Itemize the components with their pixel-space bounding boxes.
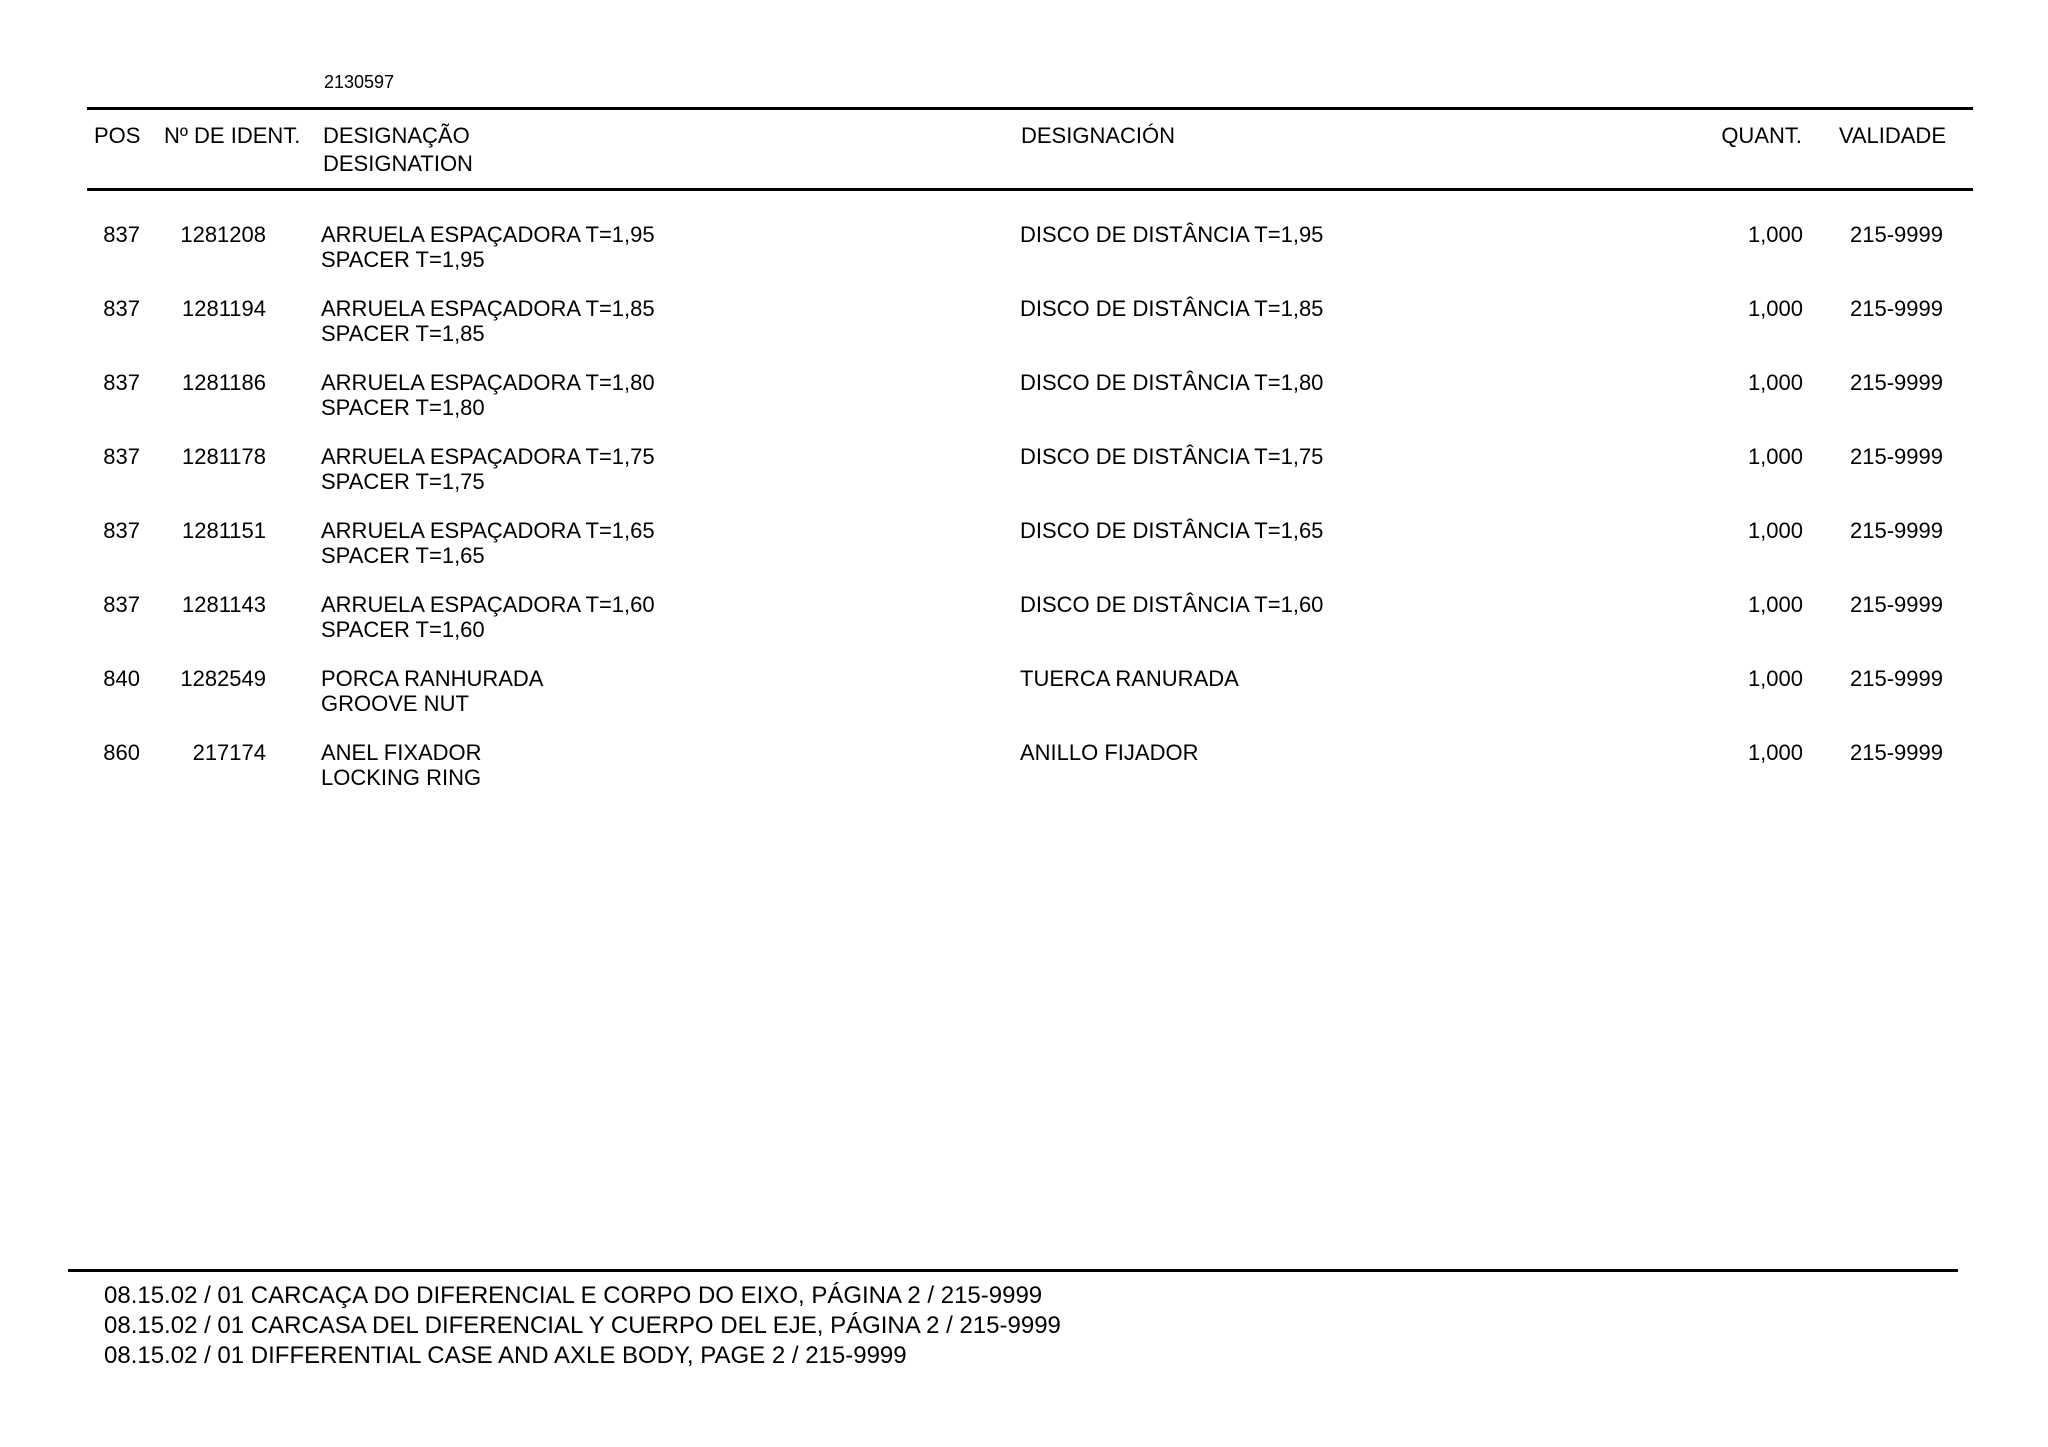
table-row	[0, 592, 2048, 666]
cell-designation-es: ANILLO FIJADOR	[1020, 740, 1199, 765]
cell-designation-pt: ARRUELA ESPAÇADORA T=1,85	[321, 296, 655, 321]
table-row	[0, 666, 2048, 740]
cell-quant: 1,000	[1747, 222, 1803, 247]
cell-designation-pt: PORCA RANHURADA	[321, 666, 544, 691]
table-row	[0, 444, 2048, 518]
table-row	[0, 518, 2048, 592]
header-designation-en: DESIGNATION	[323, 151, 473, 176]
cell-designation-pt: ANEL FIXADOR	[321, 740, 482, 765]
cell-validade: 215-9999	[1850, 592, 1943, 617]
footer-line-en: 08.15.02 / 01 DIFFERENTIAL CASE AND AXLE BODY, PAGE 2 / 215-9999	[104, 1342, 907, 1369]
footer-line-pt: 08.15.02 / 01 CARCAÇA DO DIFERENCIAL E CORPO DO EIXO, PÁGINA 2 / 215-9999	[104, 1282, 1043, 1309]
cell-designation-es: DISCO DE DISTÂNCIA T=1,65	[1020, 518, 1324, 543]
cell-designation-en: SPACER T=1,80	[321, 395, 485, 420]
cell-designation-en: SPACER T=1,85	[321, 321, 485, 346]
footer-divider	[68, 1269, 1958, 1272]
cell-designation-pt: ARRUELA ESPAÇADORA T=1,80	[321, 370, 655, 395]
cell-quant: 1,000	[1747, 740, 1803, 765]
cell-designation	[321, 592, 655, 642]
cell-pos: 860	[103, 740, 140, 765]
cell-ident: 1281208	[180, 222, 266, 247]
cell-quant: 1,000	[1747, 370, 1803, 395]
cell-pos: 837	[103, 222, 140, 247]
cell-validade: 215-9999	[1850, 444, 1943, 469]
document-number: 2130597	[324, 72, 395, 92]
table-row	[0, 222, 2048, 296]
cell-ident: 1281143	[181, 592, 266, 617]
header-pos: POS	[94, 123, 141, 148]
cell-designation-es: DISCO DE DISTÂNCIA T=1,80	[1020, 370, 1324, 395]
cell-designation-pt: ARRUELA ESPAÇADORA T=1,60	[321, 592, 655, 617]
cell-pos: 837	[103, 296, 140, 321]
cell-designation-en: SPACER T=1,65	[321, 543, 485, 568]
header-validade: VALIDADE	[1838, 123, 1946, 148]
cell-designation-en: SPACER T=1,60	[321, 617, 485, 642]
cell-ident: 1281151	[181, 518, 266, 543]
parts-table	[0, 222, 2048, 814]
header-divider	[87, 188, 1973, 191]
top-divider	[87, 107, 1973, 110]
cell-designation-es: DISCO DE DISTÂNCIA T=1,85	[1020, 296, 1324, 321]
header-ident: Nº DE IDENT.	[164, 123, 301, 148]
cell-designation	[321, 222, 655, 272]
cell-designation-es: DISCO DE DISTÂNCIA T=1,60	[1020, 592, 1324, 617]
cell-validade: 215-9999	[1850, 370, 1943, 395]
cell-designation-es: TUERCA RANURADA	[1020, 666, 1239, 691]
cell-ident: 217174	[192, 740, 266, 765]
table-row	[0, 296, 2048, 370]
cell-pos: 837	[103, 518, 140, 543]
cell-designation-pt: ARRUELA ESPAÇADORA T=1,95	[321, 222, 655, 247]
cell-ident: 1282549	[180, 666, 266, 691]
cell-validade: 215-9999	[1850, 518, 1943, 543]
cell-designation	[321, 370, 655, 420]
cell-designation-en: SPACER T=1,95	[321, 247, 485, 272]
header-designacion-es: DESIGNACIÓN	[1021, 123, 1176, 148]
cell-validade: 215-9999	[1850, 666, 1943, 691]
cell-pos: 837	[103, 592, 140, 617]
table-row	[0, 740, 2048, 814]
cell-quant: 1,000	[1747, 296, 1803, 321]
cell-designation-en: SPACER T=1,75	[321, 469, 485, 494]
cell-designation-es: DISCO DE DISTÂNCIA T=1,95	[1020, 222, 1324, 247]
cell-designation-pt: ARRUELA ESPAÇADORA T=1,65	[321, 518, 655, 543]
page-footer	[104, 1281, 1061, 1371]
cell-pos: 837	[103, 444, 140, 469]
footer-line-es: 08.15.02 / 01 CARCASA DEL DIFERENCIAL Y CUERPO DEL EJE, PÁGINA 2 / 215-9999	[104, 1312, 1061, 1339]
cell-designation	[321, 444, 655, 494]
cell-designation-pt: ARRUELA ESPAÇADORA T=1,75	[321, 444, 655, 469]
cell-pos: 840	[103, 666, 140, 691]
cell-ident: 1281186	[181, 370, 266, 395]
header-quant: QUANT.	[1721, 123, 1802, 148]
cell-quant: 1,000	[1747, 592, 1803, 617]
cell-designation	[321, 740, 482, 790]
table-row	[0, 370, 2048, 444]
cell-designation	[321, 296, 655, 346]
cell-designation-en: GROOVE NUT	[321, 691, 469, 716]
cell-designation-en: LOCKING RING	[321, 765, 482, 790]
cell-validade: 215-9999	[1850, 740, 1943, 765]
cell-validade: 215-9999	[1850, 296, 1943, 321]
cell-pos: 837	[103, 370, 140, 395]
cell-quant: 1,000	[1747, 518, 1803, 543]
header-designacao-pt: DESIGNAÇÃO	[323, 123, 470, 148]
cell-quant: 1,000	[1747, 444, 1803, 469]
cell-ident: 1281178	[181, 444, 266, 469]
header-designation	[323, 122, 473, 178]
cell-quant: 1,000	[1747, 666, 1803, 691]
cell-designation-es: DISCO DE DISTÂNCIA T=1,75	[1020, 444, 1324, 469]
cell-designation	[321, 518, 655, 568]
cell-ident: 1281194	[181, 296, 266, 321]
cell-validade: 215-9999	[1850, 222, 1943, 247]
cell-designation	[321, 666, 543, 716]
